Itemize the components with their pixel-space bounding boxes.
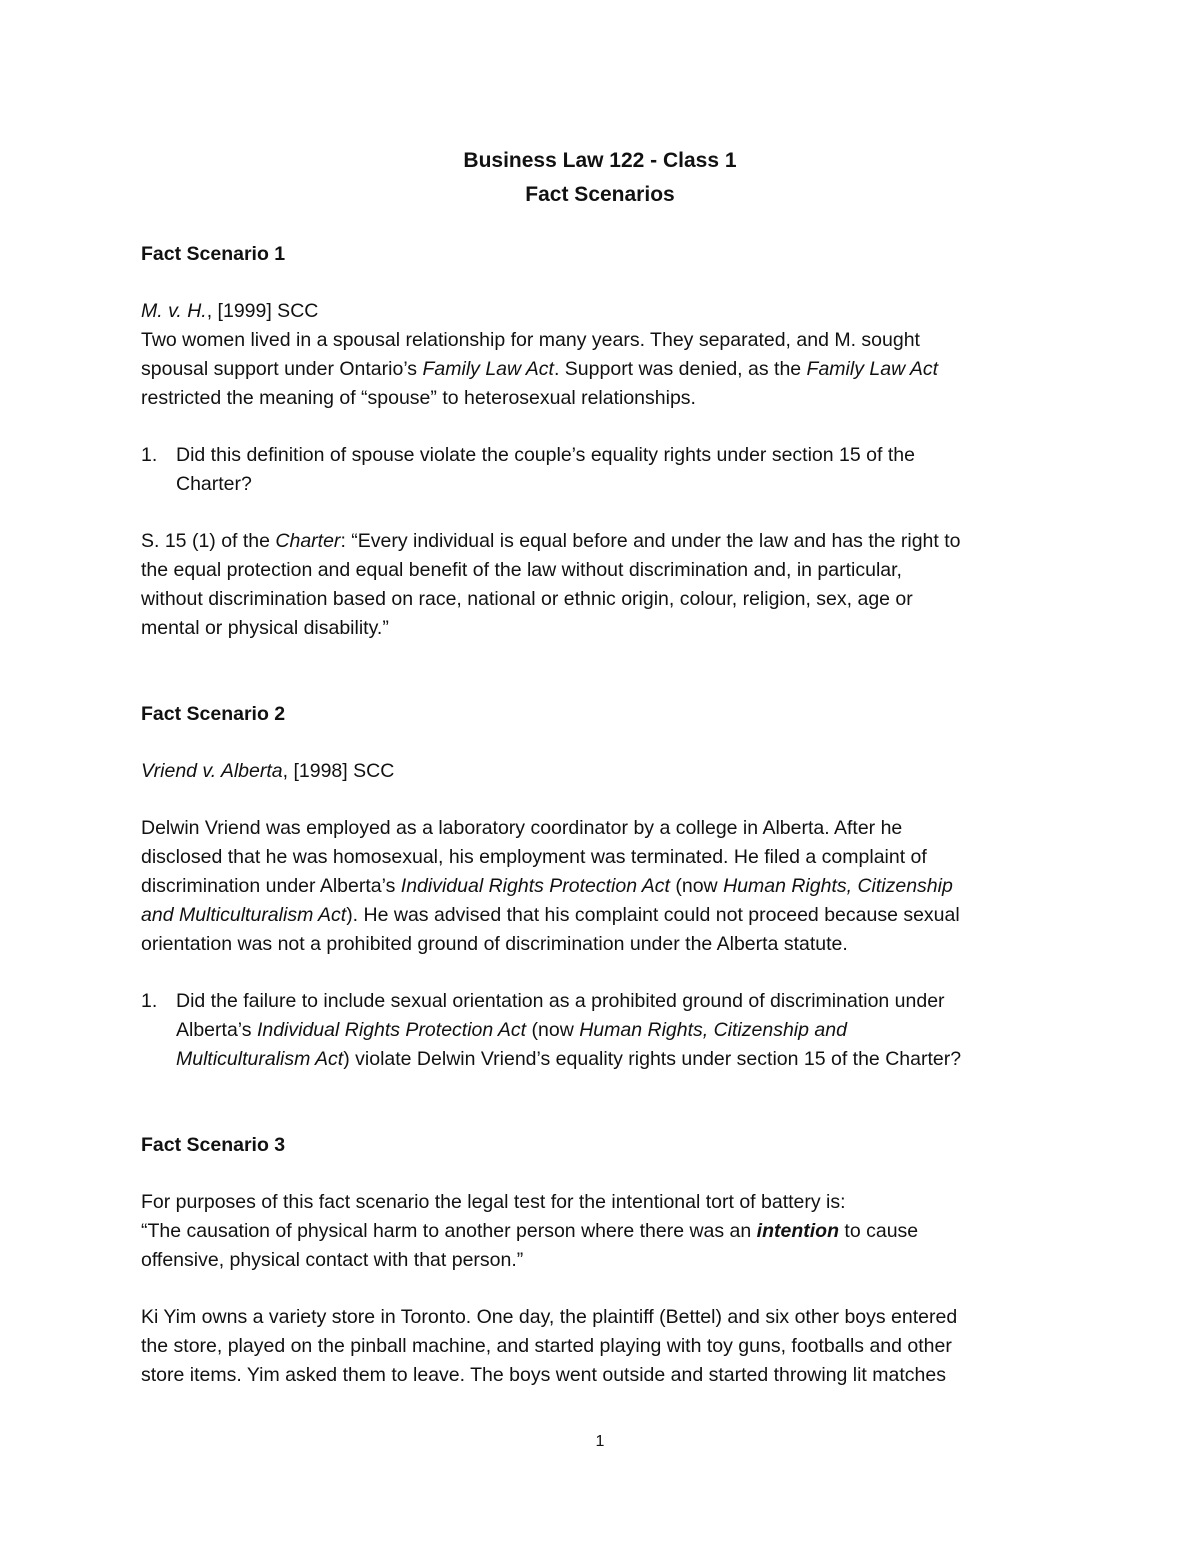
statute-name: Human Rights, Citizenship [723, 875, 953, 897]
statute-name: Family Law Act [806, 358, 939, 380]
text-segment: spousal support under Ontario’s [141, 358, 423, 380]
document-subtitle: Fact Scenarios [525, 183, 675, 206]
citation-rest: , [1998] SCC [282, 760, 395, 782]
text-segment: . Support was denied, as the [553, 358, 807, 380]
battery-test-line [141, 1217, 1081, 1246]
scenario-2-question-line [176, 1045, 1116, 1074]
scenario-1-citation [141, 297, 1081, 326]
scenario-2-heading: Fact Scenario 2 [141, 703, 286, 725]
charter-quote-line: without discrimination based on race, national or ethnic origin, colour, religion, sex, age or [141, 588, 913, 610]
scenario-3-text-line: Ki Yim owns a variety store in Toronto. One day, the plaintiff (Bettel) and six other boys entered [141, 1306, 958, 1328]
scenario-2-text-line: Delwin Vriend was employed as a laboratory coordinator by a college in Alberta. After he [141, 817, 903, 839]
scenario-3-text-line: store items. Yim asked them to leave. The boys went outside and started throwing lit matches [141, 1364, 946, 1386]
scenario-1-heading: Fact Scenario 1 [141, 243, 286, 265]
text-segment: : “Every individual is equal before and under the law and has the right to [340, 530, 961, 552]
charter-quote-line [141, 527, 1081, 556]
scenario-1-text-line: restricted the meaning of “spouse” to heterosexual relationships. [141, 387, 696, 409]
text-segment: to cause [839, 1220, 919, 1242]
charter-quote-line: the equal protection and equal benefit of the law without discrimination and, in particular, [141, 559, 902, 581]
text-segment: (now [526, 1019, 580, 1041]
statute-name: Multiculturalism Act [176, 1048, 344, 1070]
question-number: 1. [141, 444, 158, 466]
scenario-2-text-line [141, 901, 1081, 930]
text-segment: discrimination under Alberta’s [141, 875, 401, 897]
battery-test-line: For purposes of this fact scenario the legal test for the intentional tort of battery is: [141, 1191, 846, 1213]
scenario-2-text-line [141, 872, 1081, 901]
statute-name: Individual Rights Protection Act [256, 1019, 527, 1041]
scenario-1-text-line: Two women lived in a spousal relationship for many years. They separated, and M. sought [141, 329, 920, 351]
case-name: M. v. H. [141, 300, 207, 322]
scenario-2-text-line: orientation was not a prohibited ground of discrimination under the Alberta statute. [141, 933, 848, 955]
scenario-1-text-line [141, 355, 1081, 384]
scenario-3-text-line: the store, played on the pinball machine, and started playing with toy guns, footballs and other [141, 1335, 952, 1357]
emphasized-term: intention [756, 1220, 839, 1242]
scenario-1-question-line: Charter? [176, 473, 252, 495]
battery-test-line: offensive, physical contact with that person.” [141, 1249, 524, 1271]
text-segment: Alberta’s [176, 1019, 257, 1041]
question-number: 1. [141, 990, 158, 1012]
case-name: Vriend v. Alberta [141, 760, 283, 782]
text-segment: ). He was advised that his complaint could not proceed because sexual [346, 904, 960, 926]
citation-rest: , [1999] SCC [206, 300, 319, 322]
scenario-2-question-line [176, 1016, 1116, 1045]
charter-name: Charter [275, 530, 341, 552]
document-title: Business Law 122 - Class 1 [463, 149, 737, 172]
statute-name: and Multiculturalism Act [141, 904, 347, 926]
scenario-1-question-line: Did this definition of spouse violate the couple’s equality rights under section 15 of the [176, 444, 915, 466]
text-segment: ) violate Delwin Vriend’s equality rights under section 15 of the Charter? [343, 1048, 962, 1070]
scenario-3-heading: Fact Scenario 3 [141, 1134, 286, 1156]
text-segment: (now [669, 875, 724, 897]
statute-name: Family Law Act [422, 358, 554, 380]
text-segment: “The causation of physical harm to another person where there was an [141, 1220, 757, 1242]
text-segment: S. 15 (1) of the [141, 530, 276, 552]
statute-name: Human Rights, Citizenship and [579, 1019, 847, 1041]
scenario-2-text-line: disclosed that he was homosexual, his employment was terminated. He filed a complaint of [141, 846, 927, 868]
statute-name: Individual Rights Protection Act [400, 875, 670, 897]
charter-quote-line: mental or physical disability.” [141, 617, 389, 639]
scenario-2-citation [141, 757, 1081, 786]
page-number: 1 [595, 1433, 605, 1450]
scenario-2-question-line: Did the failure to include sexual orientation as a prohibited ground of discrimination under [176, 990, 945, 1012]
